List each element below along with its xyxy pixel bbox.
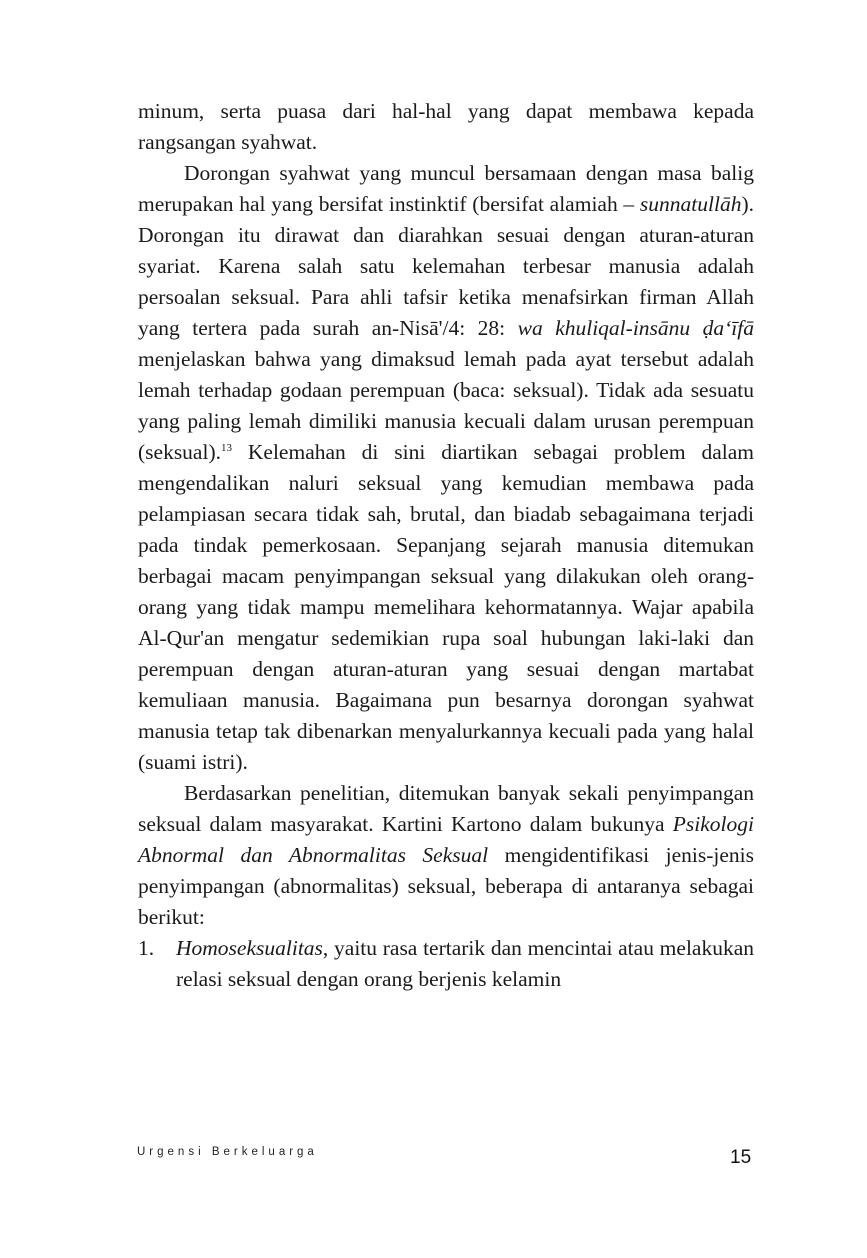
footnote-marker[interactable]: 13 (221, 441, 232, 454)
running-footer-title: Urgensi Berkeluarga (137, 1146, 318, 1158)
paragraph-syahwat (138, 158, 754, 778)
paragraph-text: ). Dorongan itu dirawat dan diarahkan sesuai dengan aturan-aturan syariat. Karena salah satu kelemahan terbesar manusia adalah persoalan seksual. Para ahli tafsir ketika menafsirkan firman Allah yang tertera pada surah an-Nisā'/4: 28: (138, 192, 754, 340)
body-text (138, 96, 754, 995)
paragraph-text: mengidentifikasi jenis-jenis penyimpangan (abnormalitas) seksual, beberapa di antaranya sebagai berikut: (138, 843, 754, 929)
italic-term: sunnatullāh (639, 192, 742, 216)
paragraph-text: menjelaskan bahwa yang dimaksud lemah pada ayat tersebut adalah lemah terhadap godaan perempuan (baca: seksual). Tidak ada sesuatu yang paling lemah dimiliki manusia kecuali dalam urusan perempuan (seksual). (138, 347, 754, 464)
paragraph-continued: minum, serta puasa dari hal-hal yang dapat membawa kepada rangsangan syahwat. (138, 99, 754, 154)
page-number: 15 (730, 1147, 752, 1168)
paragraph-text: Kelemahan di sini diartikan sebagai problem dalam mengendalikan naluri seksual yang kemudian membawa pada pelampiasan secara tidak sah, brutal, dan biadab sebagaimana terjadi pada tindak pemerkosaan. Sepanjang sejarah manusia ditemukan berbagai macam penyimpangan seksual yang dilakukan oleh orang-orang yang tidak mampu memelihara kehormatannya. Wajar apabila Al-Qur'an mengatur sedemikian rupa soal hubungan laki-laki dan perempuan dengan aturan-aturan yang sesuai dengan martabat kemuliaan manusia. Bagaimana pun besarnya dorongan syahwat manusia tetap tak dibenarkan menyalurkannya kecuali pada yang halal (suami istri). (138, 440, 754, 774)
paragraph-text: Dorongan syahwat yang muncul bersamaan dengan masa balig merupakan hal yang bersifat instinktif (bersifat alamiah – (138, 161, 754, 216)
list-text: , yaitu rasa tertarik dan mencintai atau melakukan relasi seksual dengan orang berjenis kelamin (176, 936, 754, 991)
quran-transliteration: wa khuliqal-insānu ḍa‘īfā (517, 316, 754, 340)
paragraph-text: Berdasarkan penelitian, ditemukan banyak sekali penyimpangan seksual dalam masyarakat. Kartini Kartono dalam bukunya (138, 781, 754, 836)
list-number: 1. (138, 936, 155, 960)
list-term: Homoseksualitas (176, 936, 323, 960)
book-title-italic: Psikologi Abnormal dan Abnormalitas Seksual (138, 812, 754, 867)
list-item (138, 933, 754, 995)
paragraph-penelitian (138, 778, 754, 933)
